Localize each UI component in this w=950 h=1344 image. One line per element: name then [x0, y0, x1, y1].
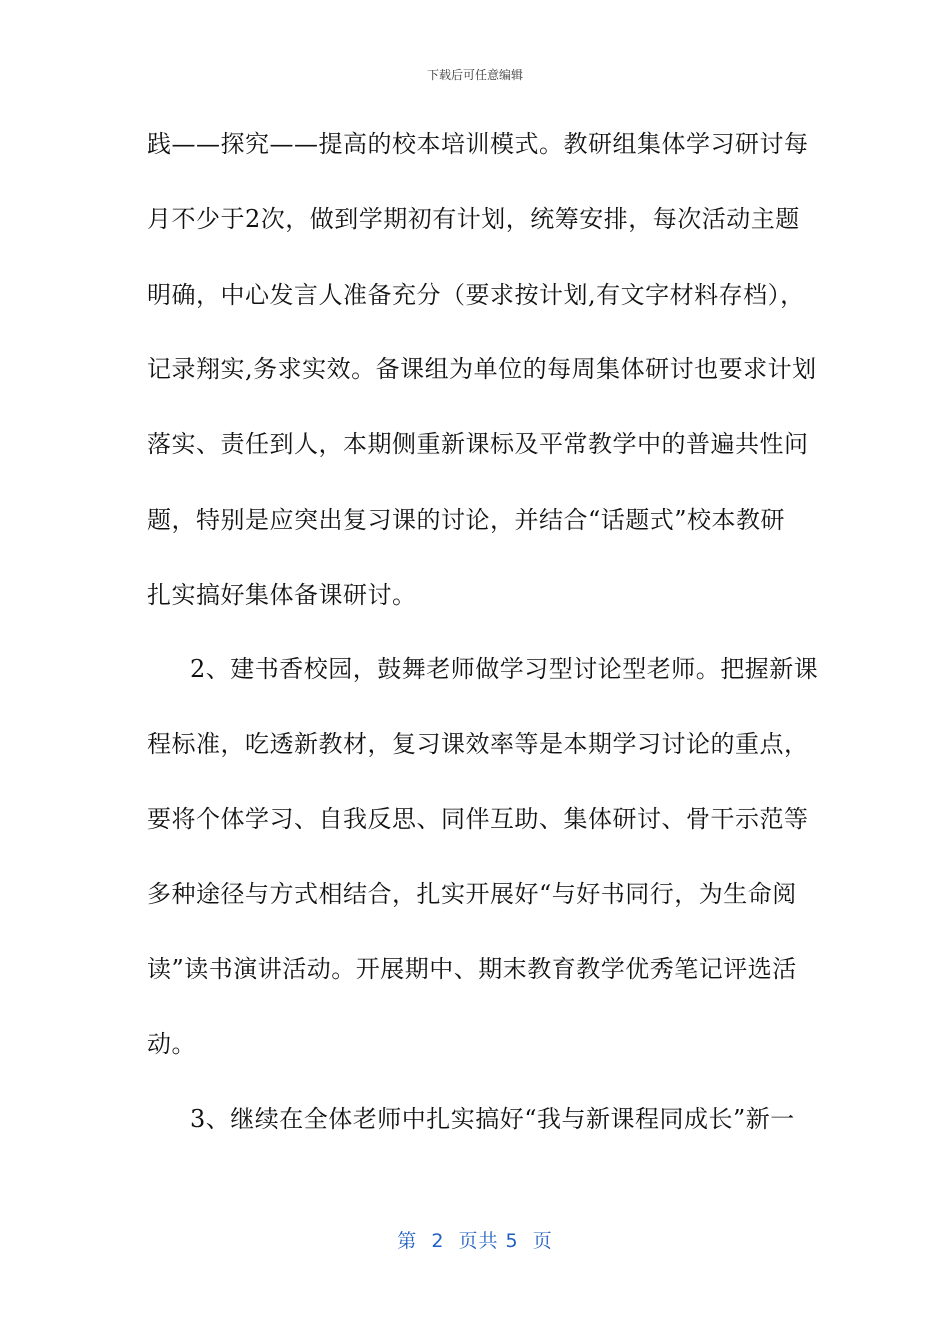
paragraph-first-line: 2、建书香校园，鼓舞老师做学习型讨论型老师。把握新课 — [190, 655, 819, 683]
body-line: 动。 — [147, 1030, 196, 1058]
body-line: 扎实搞好集体备课研讨。 — [147, 581, 417, 609]
body-line: 践——探究——提高的校本培训模式。教研组集体学习研讨每 — [147, 130, 809, 158]
body-line: 多种途径与方式相结合，扎实开展好“与好书同行，为生命阅 — [147, 880, 797, 908]
body-line: 要将个体学习、自我反思、同伴互助、集体研讨、骨干示范等 — [147, 805, 809, 833]
body-line: 月不少于2次，做到学期初有计划，统筹安排，每次活动主题 — [147, 205, 800, 233]
paragraph-first-line: 3、继续在全体老师中扎实搞好“我与新课程同成长”新一 — [190, 1105, 795, 1133]
body-line: 程标准，吃透新教材，复习课效率等是本期学习讨论的重点， — [147, 730, 809, 758]
page-number-footer: 第 2 页共 5 页 — [397, 1230, 553, 1252]
body-line: 记录翔实,务求实效。备课组为单位的每周集体研讨也要求计划 — [147, 355, 817, 383]
body-line: 题，特别是应突出复习课的讨论，并结合“话题式”校本教研 — [147, 506, 786, 534]
body-line: 明确，中心发言人准备充分（要求按计划,有文字材料存档）， — [147, 281, 805, 309]
body-line: 落实、责任到人，本期侧重新课标及平常教学中的普遍共性问 — [147, 430, 809, 458]
body-line: 读”读书演讲活动。开展期中、期末教育教学优秀笔记评选活 — [147, 955, 797, 983]
page-header: 下载后可任意编辑 — [426, 68, 523, 82]
